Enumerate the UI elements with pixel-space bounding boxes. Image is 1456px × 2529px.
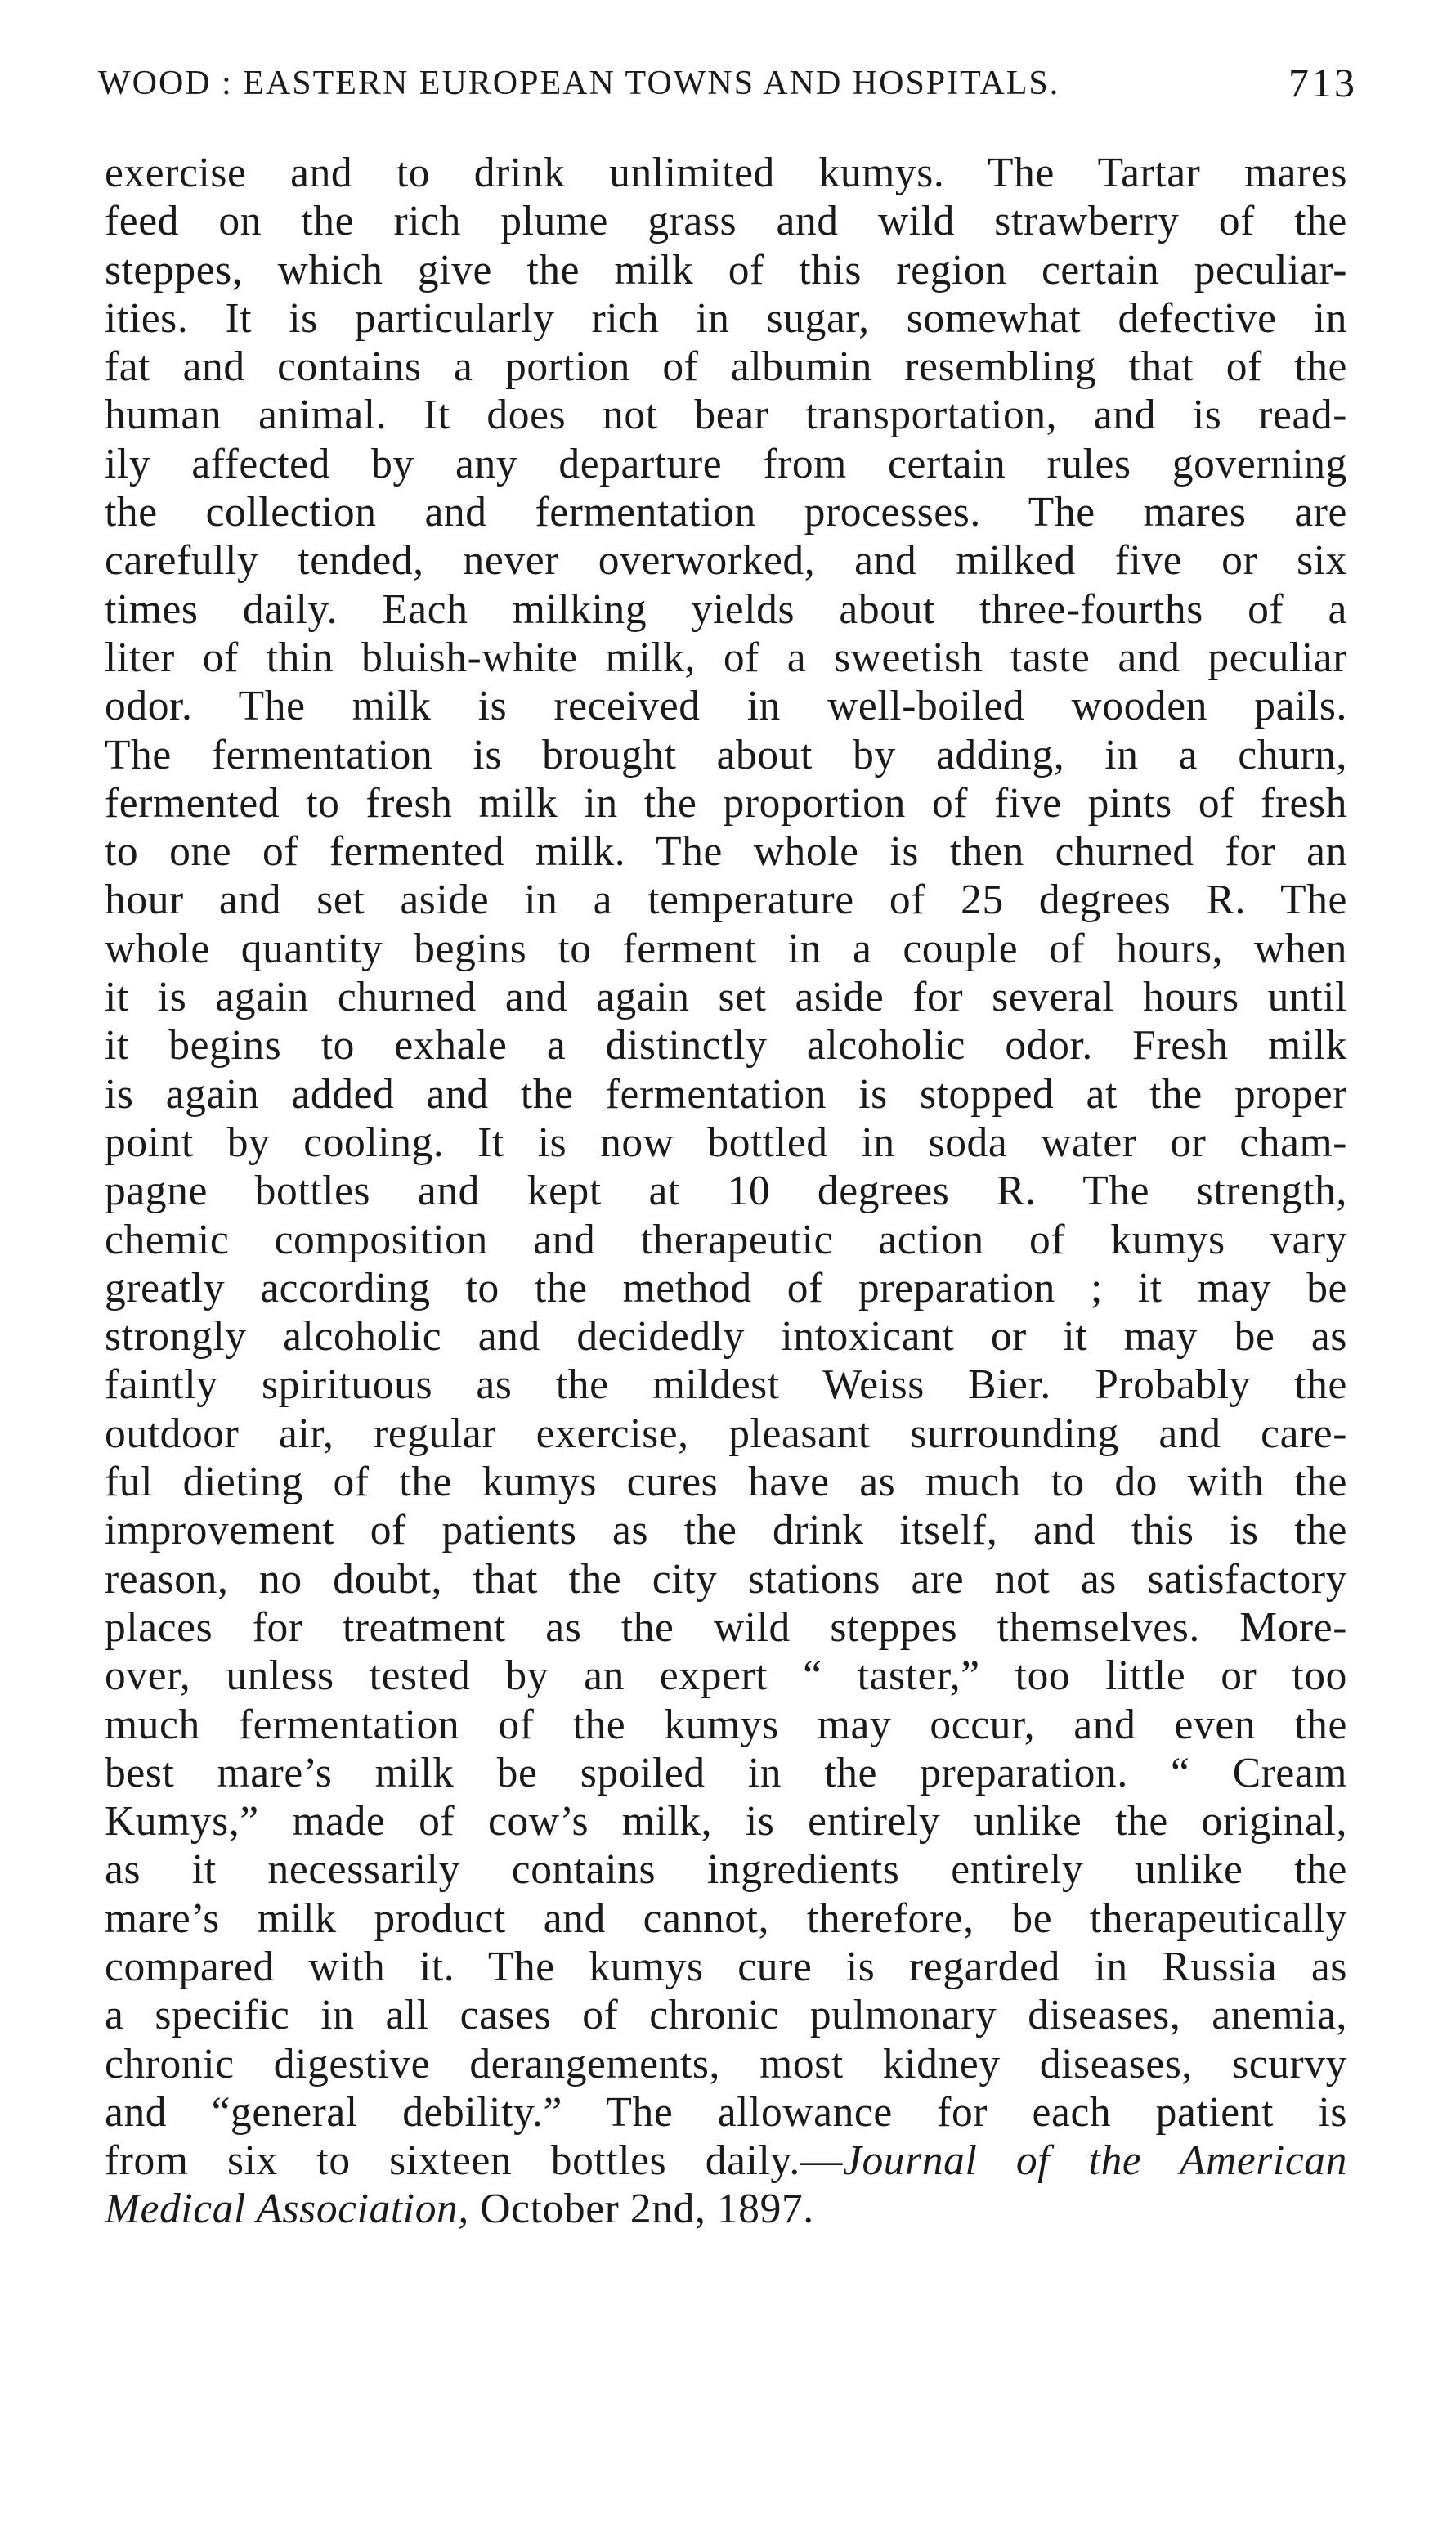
text-line: hour and set aside in a temperature of 25 degrees R. The bbox=[105, 877, 1347, 924]
text-line: times daily. Each milking yields about three-fourths of a bbox=[105, 585, 1347, 633]
text-line: ities. It is particularly rich in sugar, somewhat defective in bbox=[105, 294, 1347, 342]
text-line: is again added and the fermentation is stopped at the proper bbox=[105, 1070, 1347, 1118]
text-line: feed on the rich plume grass and wild strawberry of the bbox=[105, 198, 1347, 245]
running-head bbox=[98, 60, 1357, 121]
text-line: ful dieting of the kumys cures have as much to do with the bbox=[105, 1459, 1347, 1506]
text-line: best mare’s milk be spoiled in the preparation. “ Cream bbox=[105, 1749, 1347, 1796]
text-line: whole quantity begins to ferment in a couple of hours, when bbox=[105, 925, 1347, 972]
text-line: it is again churned and again set aside for several hours until bbox=[105, 974, 1347, 1021]
text-line: places for treatment as the wild steppes themselves. More- bbox=[105, 1603, 1347, 1651]
text-line: Kumys,” made of cow’s milk, is entirely unlike the original, bbox=[105, 1798, 1347, 1845]
text-line: chemic composition and therapeutic action of kumys vary bbox=[105, 1216, 1347, 1263]
body-text bbox=[105, 149, 1347, 2234]
text-line: reason, no doubt, that the city stations are not as satisfactory bbox=[105, 1555, 1347, 1603]
journal-title-part-2: Medical Association, bbox=[105, 2186, 469, 2233]
text-line: chronic digestive derangements, most kidney diseases, scurvy bbox=[105, 2040, 1347, 2087]
text-line: liter of thin bluish-white milk, of a sweetish taste and peculiar bbox=[105, 634, 1347, 681]
text-line: carefully tended, never overworked, and milked five or six bbox=[105, 537, 1347, 585]
page-number: 713 bbox=[1288, 60, 1357, 105]
text-line: fat and contains a portion of albumin resembling that of the bbox=[105, 343, 1347, 391]
text-line: steppes, which give the milk of this region certain peculiar- bbox=[105, 246, 1347, 294]
citation-lead-text: from six to sixteen bottles daily.— bbox=[105, 2137, 843, 2185]
text-line: a specific in all cases of chronic pulmonary diseases, anemia, bbox=[105, 1992, 1347, 2039]
text-line: and “general debility.” The allowance for each patient is bbox=[105, 2088, 1347, 2136]
citation-date: October 2nd, 1897. bbox=[468, 2186, 814, 2233]
text-line: over, unless tested by an expert “ taster,” too little or too bbox=[105, 1652, 1347, 1700]
text-line: The fermentation is brought about by adding, in a churn, bbox=[105, 731, 1347, 778]
text-line: to one of fermented milk. The whole is then churned for an bbox=[105, 828, 1347, 876]
text-line: odor. The milk is received in well-boiled wooden pails. bbox=[105, 683, 1347, 730]
text-line: point by cooling. It is now bottled in soda water or cham- bbox=[105, 1119, 1347, 1166]
text-line: as it necessarily contains ingredients entirely unlike the bbox=[105, 1846, 1347, 1894]
text-line: exercise and to drink unlimited kumys. The Tartar mares bbox=[105, 150, 1347, 196]
text-line: ily affected by any departure from certain rules governing bbox=[105, 440, 1347, 487]
text-line: pagne bottles and kept at 10 degrees R. The strength, bbox=[105, 1168, 1347, 1215]
citation-line bbox=[105, 2137, 1347, 2185]
text-line: it begins to exhale a distinctly alcoholic odor. Fresh milk bbox=[105, 1022, 1347, 1069]
text-line: compared with it. The kumys cure is regarded in Russia as bbox=[105, 1943, 1347, 1990]
running-title: WOOD : EASTERN EUROPEAN TOWNS AND HOSPITALS. bbox=[98, 65, 1060, 102]
text-line: the collection and fermentation processes. The mares are bbox=[105, 489, 1347, 536]
text-line: outdoor air, regular exercise, pleasant surrounding and care- bbox=[105, 1410, 1347, 1457]
text-line: faintly spirituous as the mildest Weiss Bier. Probably the bbox=[105, 1361, 1347, 1409]
text-line: greatly according to the method of preparation ; it may be bbox=[105, 1264, 1347, 1312]
text-line: human animal. It does not bear transportation, and is read- bbox=[105, 392, 1347, 439]
text-line: mare’s milk product and cannot, therefore, be therapeutically bbox=[105, 1895, 1347, 1942]
journal-title-part-1: Journal of the American bbox=[843, 2137, 1347, 2185]
text-line: much fermentation of the kumys may occur, and even the bbox=[105, 1701, 1347, 1748]
citation-line-final bbox=[105, 2185, 1347, 2233]
text-line: strongly alcoholic and decidedly intoxicant or it may be as bbox=[105, 1313, 1347, 1361]
text-line: improvement of patients as the drink itself, and this is the bbox=[105, 1507, 1347, 1554]
text-line: fermented to fresh milk in the proportion of five pints of fresh bbox=[105, 779, 1347, 827]
